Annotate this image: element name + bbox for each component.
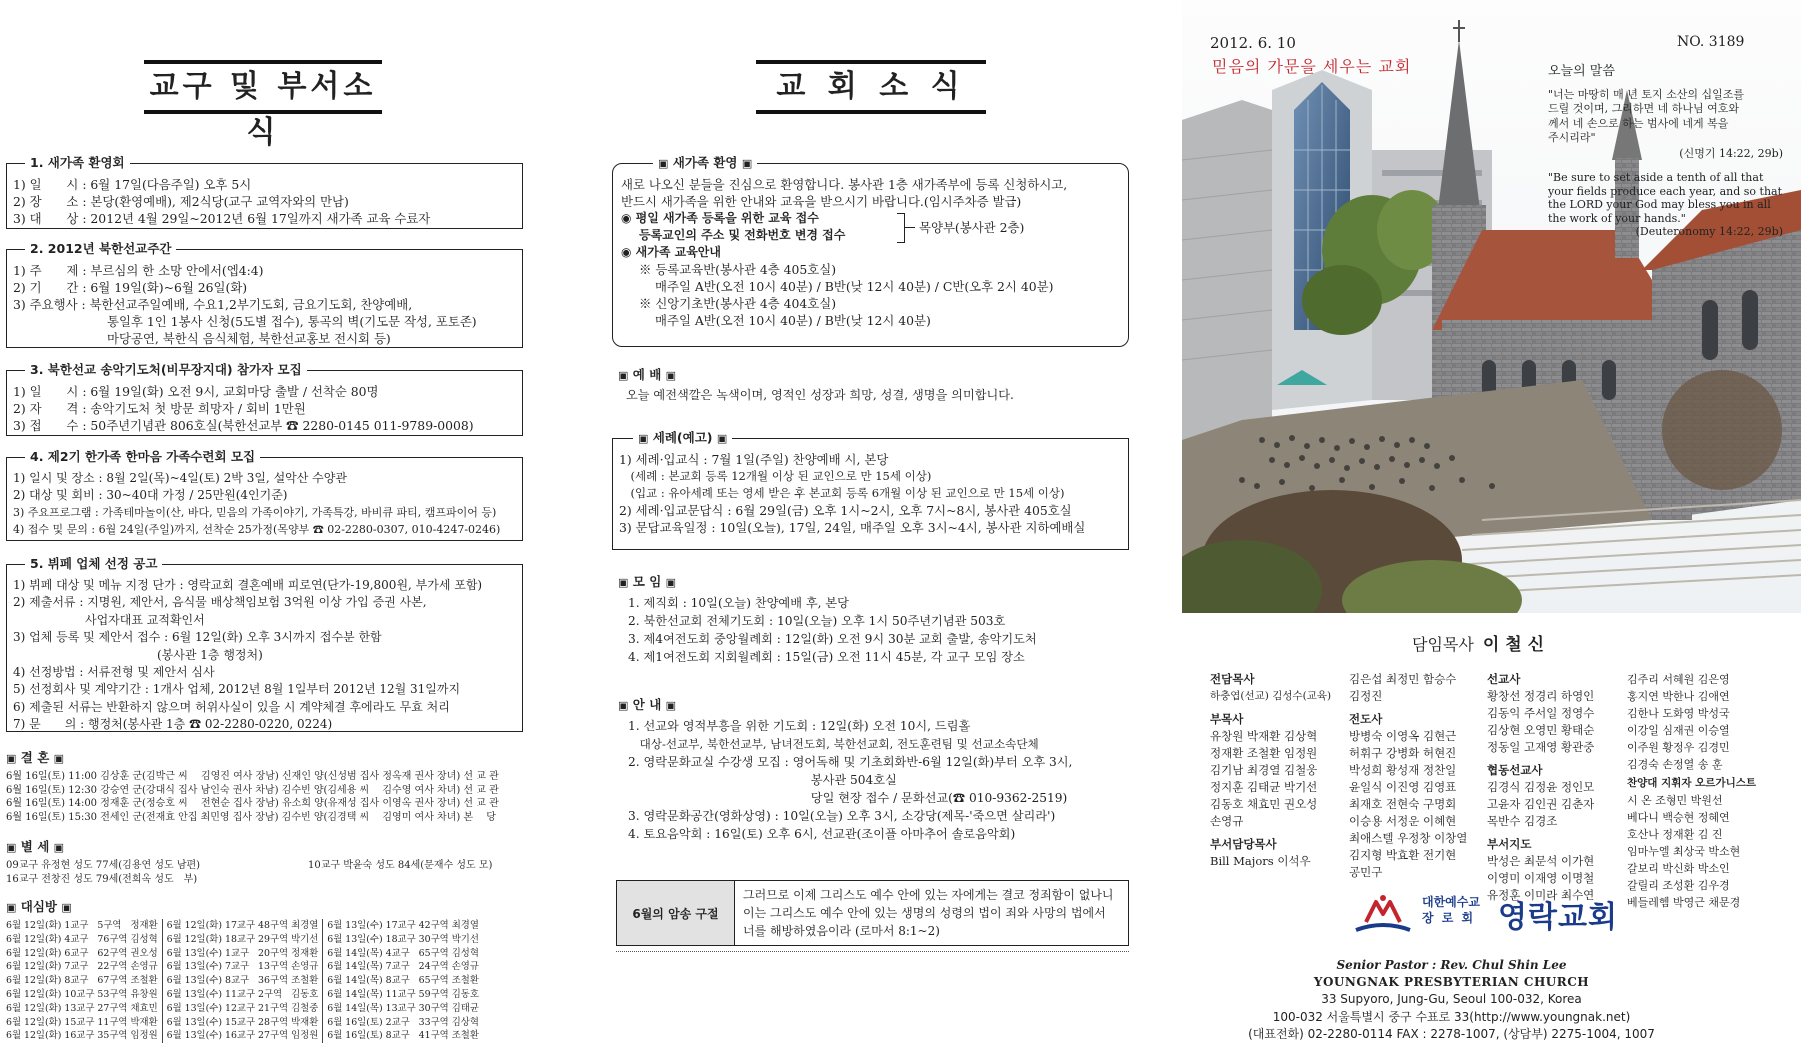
visitation-cell: 28구역 bbox=[258, 1016, 289, 1028]
staff-names: 최재호 전현숙 구명회 bbox=[1349, 797, 1457, 811]
visitation-cell: 6월 12일(화) bbox=[6, 1002, 62, 1014]
section-new-family-welcome bbox=[6, 155, 523, 229]
visitation-cell: 16교구 bbox=[224, 1030, 256, 1042]
line: 1) 일 시 : 6월 17일(다음주일) 오후 5시 bbox=[13, 177, 252, 192]
staff-names: 이승용 서정운 이혜현 bbox=[1349, 814, 1457, 828]
logo-small-text: 장 로 회 bbox=[1422, 911, 1476, 925]
line: 매주일 A반(오전 10시 40분) / B반(낮 12시 40분) / C반(오후 2시 40분) bbox=[655, 279, 1054, 294]
left-column bbox=[0, 0, 530, 1049]
bracket-tick bbox=[905, 227, 915, 228]
verse-line: 드릴 것이며, 그리하면 네 하나님 여호와 bbox=[1548, 102, 1739, 116]
visitation-cell: 8교구 bbox=[385, 975, 410, 987]
section-heading: 3. 북한선교 송악기도처(비무장지대) 참가자 모집 bbox=[25, 361, 307, 378]
section-heading: 2. 2012년 북한선교주간 bbox=[25, 240, 176, 257]
section-notice: ▣ 안 내 ▣ 1. 선교와 영적부흥을 위한 기도회 : 12일(화) 오전 10시, 드림홀 대상-선교부, 북한선교부, 남녀전도회, 북한선교회, 전도훈련팀 및 선교소속단체 2. 영락문화교실 수강생 모집 : 영어독해 및 기초회화반-6월 12일(화)부터 오후 3시, 봉사관 504호실 당일 현장 접수 / 문화선교(☎ 010-9362-2519) 3. 영락문화공간(영화상영) : 10일(오늘) 오후 3시, 소강당(제목-'죽으면 살리라') 4. 토요음악회 : 16일(토) 오후 6시, 선교관(조이플 아마추어 솔로음악회) bbox=[618, 696, 1128, 843]
church-photo bbox=[1182, 0, 1801, 613]
visitation-cell: 29구역 bbox=[258, 933, 289, 945]
visitation-cell: 6월 13일(수) bbox=[166, 975, 222, 987]
visitation-cell: 최경열 bbox=[451, 920, 479, 931]
visitation-cell: 22구역 bbox=[97, 961, 128, 973]
staff-names: 유정훈 이미라 최수연 bbox=[1487, 888, 1595, 902]
staff-names: 김은섭 최정민 함승수 bbox=[1349, 672, 1457, 686]
visitation-cell: 12교구 bbox=[224, 1002, 256, 1014]
line: 그러므로 이제 그리스도 예수 안에 있는 자에게는 결코 정죄함이 없나니 bbox=[743, 888, 1114, 902]
staff-names: 최애스텔 우정창 이창열 bbox=[1349, 831, 1468, 845]
line: ◉ 평일 새가족 등록을 위한 교육 접수 bbox=[621, 211, 819, 225]
visitation-cell: 27구역 bbox=[258, 1030, 289, 1042]
visitation-row bbox=[6, 947, 482, 961]
staff-col-2 bbox=[1349, 671, 1467, 881]
line: 1) 뷔페 대상 및 메뉴 지정 단가 : 영락교회 결혼예배 피로연(단가-19,800원, 부가세 포함) bbox=[13, 578, 483, 592]
visitation-cell: 6월 12일(화) bbox=[6, 1016, 62, 1028]
visitation-row bbox=[6, 1016, 482, 1030]
line: ※ 신앙기초반(봉사관 4층 404호실) bbox=[639, 296, 837, 311]
visitation-cell: 손영규 bbox=[130, 960, 162, 974]
visitation-cell: 65구역 bbox=[418, 947, 449, 959]
line: 1) 주 제 : 부르심의 한 소망 안에서(엡4:4) bbox=[13, 263, 264, 278]
staff-heading: 찬양대 지휘자 오르가니스트 bbox=[1627, 777, 1757, 789]
right-column bbox=[1182, 0, 1801, 1049]
staff-names: 박성은 최문석 이가현 bbox=[1487, 854, 1595, 868]
visitation-cell: 6월 14일(목) bbox=[327, 1002, 383, 1014]
staff-names: 박성희 황성재 정찬일 bbox=[1349, 763, 1457, 777]
visitation-cell: 36구역 bbox=[258, 975, 289, 987]
visitation-cell: 김성혁 bbox=[130, 933, 162, 947]
line: 3) 접 수 : 50주년기념관 806호실(북한선교부 ☎ 2280-0145 011-9789-0008) bbox=[13, 418, 474, 433]
line: 5) 선정회사 및 계약기간 : 1개사 업체, 2012년 8월 1일부터 2012년 12월 31일까지 bbox=[13, 682, 461, 697]
senior-pastor-en: Senior Pastor : Rev. Chul Shin Lee bbox=[1336, 958, 1567, 972]
line: ※ 등록교육반(봉사관 4층 405호실) bbox=[639, 262, 837, 277]
section-heading: 대심방 bbox=[20, 899, 57, 914]
staff-names: 유창원 박재환 김상혁 bbox=[1210, 729, 1318, 743]
line: 당일 현장 접수 / 문화선교(☎ 010-9362-2519) bbox=[628, 791, 1068, 805]
section-new-family: ▣ 새가족 환영 ▣ 새로 나오신 분들을 진심으로 환영합니다. 봉사관 1층 새가족부에 등록 신청하시고, 반드시 새가족을 위한 안내와 교육을 받으시기 바랍니다.(임시주차증 발급) ◉ 평일 새가족 등록을 위한 교육 접수 등록교인의 주소 및 전화번호 변경 접수 목양부(봉사관 2층) ◉ 새가족 교육안내 ※ 등록교육반(봉사관 4층 405호실) 매주일 A반(오전 10시 40분) / B반(낮 12시 40분) / C반(오후 2시 40분) ※ 신앙기초반(봉사관 4층 404호실) 매주일 A반(오전 10시 40분) / B반(낮 12시 40분) bbox=[612, 163, 1129, 347]
verse-line-en: your fields produce each year, and so that bbox=[1548, 184, 1783, 198]
staff-heading: 선교사 bbox=[1487, 672, 1521, 686]
visitation-row bbox=[6, 919, 482, 933]
visitation-table bbox=[6, 919, 482, 1043]
middle-column bbox=[612, 0, 1132, 1049]
line: 봉사관 504호실 bbox=[628, 773, 897, 787]
staff-names: 시 온 조형민 박원선 bbox=[1627, 794, 1723, 807]
visitation-row bbox=[6, 960, 482, 974]
visitation-cell: 2구역 bbox=[258, 988, 283, 1000]
line: 3. 영락문화공간(영화상영) : 10일(오늘) 오후 3시, 소강당(제목-'죽으면 살리라') bbox=[628, 809, 1056, 823]
visitation-cell: 76구역 bbox=[97, 933, 128, 945]
visitation-cell: 6월 12일(화) bbox=[6, 1030, 62, 1042]
line: 매주일 A반(오전 10시 40분) / B반(낮 12시 40분) bbox=[655, 313, 931, 328]
visitation-cell: 6월 16일(토) bbox=[327, 1030, 383, 1042]
staff-names: 김경숙 손정열 송 훈 bbox=[1627, 758, 1723, 771]
visitation-cell: 정재환 bbox=[291, 947, 323, 961]
staff-col-3 bbox=[1487, 671, 1594, 904]
staff-heading: 부목사 bbox=[1210, 712, 1244, 726]
visitation-row bbox=[6, 988, 482, 1002]
visitation-cell: 35구역 bbox=[97, 1030, 128, 1042]
section-songak-prayer bbox=[6, 362, 523, 436]
section-heading: 안 내 bbox=[632, 697, 662, 712]
staff-names: Bill Majors 이석우 bbox=[1210, 854, 1311, 868]
section-buffet-notice bbox=[6, 556, 523, 732]
visitation-cell: 30구역 bbox=[418, 1002, 449, 1014]
visitation-cell: 1교구 bbox=[64, 920, 89, 931]
line: 등록교인의 주소 및 전화번호 변경 접수 bbox=[639, 228, 846, 242]
visitation-cell: 6교구 bbox=[64, 947, 89, 959]
section-heading: 예 배 bbox=[632, 367, 662, 382]
wedding-row: 6월 16일(토) 12:30 강승연 군(강대식 집사 남인숙 권사 차남) 김수빈 양(김세용 씨 김수영 여사 차녀) 선 교 관 bbox=[6, 784, 499, 796]
senior-pastor-name: 이 철 신 bbox=[1482, 635, 1545, 655]
visitation-cell: 15교구 bbox=[64, 1016, 95, 1028]
visitation-cell: 김성혁 bbox=[451, 947, 479, 959]
line: 목양부(봉사관 2층) bbox=[919, 220, 1025, 235]
visitation-cell: 박기선 bbox=[451, 933, 479, 945]
staff-names: 황창선 정경리 하영인 bbox=[1487, 689, 1595, 703]
visitation-cell: 5구역 bbox=[97, 920, 122, 931]
visitation-cell: 6월 13일(수) bbox=[166, 947, 222, 959]
staff-names: 손영규 bbox=[1210, 814, 1244, 828]
section-funeral: ▣ 별 세 ▣ 09교구 유정현 성도 77세(김용연 성도 남편) 10교구 박윤숙 성도 84세(문재수 성도 모) 16교구 전창진 성도 79세(전희옥 성도 부) bbox=[6, 838, 526, 887]
staff-names: 하충엽(선교) 김성수(교육) bbox=[1210, 690, 1332, 702]
line: 반드시 새가족을 위한 안내와 교육을 받으시기 바랍니다.(임시주차증 발급) bbox=[621, 194, 1022, 209]
verse-line: 주시리라" bbox=[1548, 130, 1596, 144]
section-heading: 1. 새가족 환영회 bbox=[25, 154, 130, 171]
visitation-cell: 11구역 bbox=[97, 1016, 128, 1028]
line: (입교 : 유아세례 또는 영세 받은 후 본교회 등록 6개월 이상 된 교인으로 만 15세 이상) bbox=[619, 486, 1065, 500]
line: 3) 대 상 : 2012년 4월 29일~2012년 6월 17일까지 새가족 교육 수료자 bbox=[13, 211, 431, 226]
visitation-cell: 6월 13일(수) bbox=[166, 1002, 222, 1014]
visitation-cell: 1교구 bbox=[224, 947, 250, 959]
line: 대상-선교부, 북한선교부, 남녀전도회, 북한선교회, 전도훈련팀 및 선교소속단체 bbox=[628, 737, 1039, 751]
visitation-cell: 18교구 bbox=[224, 933, 256, 945]
visitation-cell: 17교구 bbox=[385, 920, 416, 931]
section-heading: 세례(예고) bbox=[652, 430, 713, 445]
staff-names: 이주원 황정우 김경민 bbox=[1627, 741, 1730, 754]
wedding-row: 6월 16일(토) 11:00 김상훈 군(김박근 씨 김영진 여사 장남) 신재인 양(신성범 집사 정옥재 권사 장녀) 선 교 관 bbox=[6, 771, 499, 782]
line: 3) 문답교육일정 : 10일(오늘), 17일, 24일, 매주일 오후 3시~4시, 봉사관 지하예배실 bbox=[619, 520, 1086, 535]
line: 2. 영락문화교실 수강생 모집 : 영어독해 및 기초회화반-6월 12일(화)부터 오후 3시, bbox=[628, 755, 1073, 769]
visitation-cell: 13교구 bbox=[64, 1002, 95, 1014]
visitation-cell: 김동호 bbox=[291, 988, 323, 1002]
staff-names: 김상현 오영민 황태순 bbox=[1487, 723, 1595, 737]
visitation-cell: 8교구 bbox=[224, 975, 250, 987]
section-heading: 5. 뷔페 업체 선정 공고 bbox=[25, 555, 162, 572]
verse-line-en: the work of your hands." bbox=[1548, 211, 1686, 225]
line: 새로 나오신 분들을 진심으로 환영합니다. 봉사관 1층 새가족부에 등록 신청하시고, bbox=[621, 177, 1068, 192]
line: 2) 대상 및 회비 : 30~40대 가정 / 25만원(4인기준) bbox=[13, 488, 288, 502]
visitation-cell: 8교구 bbox=[385, 1030, 410, 1042]
staff-names: 홍지연 박한나 김애연 bbox=[1627, 690, 1730, 703]
line: 2) 자 격 : 송악기도처 첫 방문 희망자 / 회비 1만원 bbox=[13, 401, 306, 416]
visitation-cell: 13구역 bbox=[258, 961, 289, 973]
visitation-cell: 16교구 bbox=[64, 1030, 95, 1042]
logo-mark-icon bbox=[1352, 890, 1414, 938]
visitation-cell: 7교구 bbox=[224, 961, 250, 973]
staff-heading: 협동선교사 bbox=[1487, 763, 1543, 777]
visitation-cell: 6월 12일(화) bbox=[6, 947, 62, 959]
left-title: 교구 및 부서소식 bbox=[144, 60, 382, 114]
line: 3) 주요프로그램 : 가족테마놀이(산, 바다, 믿음의 가족이야기, 가족특강, 바비큐 파티, 캠프파이어 등) bbox=[13, 506, 497, 519]
visitation-cell: 13교구 bbox=[385, 1002, 416, 1014]
visitation-cell: 6월 12일(화) bbox=[166, 920, 222, 931]
visitation-cell: 20구역 bbox=[258, 947, 289, 959]
line: (봉사관 1층 행정처) bbox=[13, 647, 263, 662]
line: 1) 세례·입교식 : 7월 1일(주일) 찬양예배 시, 본당 bbox=[619, 452, 889, 467]
visitation-cell: 21구역 bbox=[258, 1002, 289, 1014]
visitation-cell: 6월 12일(화) bbox=[6, 933, 62, 945]
line: 3. 제4여전도회 중앙월례회 : 12일(화) 오전 9시 30분 교회 출발, 송악기도처 bbox=[628, 632, 1037, 646]
line: 4) 접수 및 문의 : 6월 24일(주일)까지, 선착순 25가정(목양부 ☎ 02-2280-0307, 010-4247-0246) bbox=[13, 523, 501, 536]
staff-names: 김동호 채효민 권오성 bbox=[1210, 797, 1318, 811]
visitation-cell: 김철중 bbox=[291, 1002, 323, 1016]
staff-names: 김경식 김정윤 정인모 bbox=[1487, 780, 1595, 794]
visitation-cell: 4교구 bbox=[64, 933, 89, 945]
verse-line-en: the LORD your God may bless you in all bbox=[1548, 198, 1771, 211]
visitation-cell: 김동호 bbox=[451, 988, 479, 1000]
staff-names: 공민구 bbox=[1349, 865, 1383, 879]
section-heading: 4. 제2기 한가족 한마음 가족수련회 모집 bbox=[25, 448, 260, 465]
visitation-cell: 11교구 bbox=[224, 988, 256, 1000]
visitation-cell: 6월 13일(수) bbox=[166, 988, 222, 1000]
visitation-cell: 30구역 bbox=[418, 933, 449, 945]
logo-church-name: 영락교회 bbox=[1498, 900, 1618, 935]
visitation-cell: 임정원 bbox=[130, 1029, 162, 1043]
staff-names: 김주리 서혜원 김은영 bbox=[1627, 673, 1730, 686]
staff-names: 베다니 백승현 정혜연 bbox=[1627, 811, 1730, 824]
divider bbox=[616, 951, 1129, 952]
staff-names: 김한나 도화영 박성국 bbox=[1627, 707, 1730, 720]
section-heading: 모 임 bbox=[632, 574, 662, 589]
visitation-cell: 조철환 bbox=[451, 1030, 479, 1042]
visitation-cell: 손영규 bbox=[291, 960, 323, 974]
visitation-cell: 조철환 bbox=[130, 974, 162, 988]
section-visitation: ▣ 대심방 ▣ 6월 12일(화) 1교구 5구역 정재환 6월 12일(화) 17교구 48구역 최경열 6월 13일(수) 17교구 42구역 최경열 6월 12일(화) 4교구 76구역 김성혁 6월 12일(화) 18교구 29구역 박기선 6월 13일(수) 18교구 30구역 박기선 6월 12일(화) 6교구 62구역 권오성 6월 13일(수) 1교구 20구역 정재환 6월 14일(목) 4교구 65구역 김성혁 6월 12일(화) 7교구 22구역 손영규 6월 13일(수) 7교구 13구역 손영규 6월 14일(목) 7교구 24구역 손영규 6월 12일(화) 8교구 67구역 조철환 6월 13일(수) 8교구 36구역 조철환 6월 14일(목) 8교구 65구역 조철환 6월 12일(화) 10교구 53구역 유창원 6월 13일(수) 11교구 2구역 김동호 6월 14일(목) 11교구 59구역 김동호 6월 12일(화) 13교구 27구역 채효민 6월 13일(수) 12교구 21구역 김철중 6월 14일(목) 13교구 30구역 김태균 6월 12일(화) 15교구 11구역 박재환 6월 13일(수) 15교구 28구역 박재환 6월 16일(토) 2교구 33구역 김상혁 6월 12일(화) 16교구 35구역 임정원 6월 13일(수) 16교구 27구역 임정원 6월 16일(토) 8교구 41구역 조철환 bbox=[6, 898, 526, 1043]
visitation-cell: 17교구 bbox=[224, 920, 256, 931]
visitation-cell: 8교구 bbox=[64, 975, 89, 987]
visitation-cell: 정재환 bbox=[130, 919, 162, 933]
visitation-cell: 6월 13일(수) bbox=[166, 1016, 222, 1028]
visitation-cell: 65구역 bbox=[418, 975, 449, 987]
visitation-cell: 권오성 bbox=[130, 947, 162, 961]
line: 이는 그리스도 예수 안에 있는 생명의 성령의 법이 죄와 사망의 법에서 bbox=[743, 906, 1106, 920]
senior-pastor-label: 담임목사 bbox=[1412, 635, 1474, 654]
staff-col-1 bbox=[1210, 671, 1331, 870]
line: 통일후 1인 1봉사 신청(5도별 접수), 통곡의 벽(기도문 작성, 포토존) bbox=[107, 314, 477, 329]
visitation-cell: 박기선 bbox=[291, 933, 323, 947]
line: 오늘 예전색깔은 녹색이며, 영적인 성장과 희망, 성결, 생명을 의미합니다. bbox=[626, 388, 1014, 402]
church-name-en: YOUNGNAK PRESBYTERIAN CHURCH bbox=[1313, 975, 1590, 990]
staff-col-4 bbox=[1627, 671, 1756, 911]
visitation-cell: 10교구 bbox=[64, 988, 95, 1000]
section-family-retreat bbox=[6, 449, 523, 541]
staff-names: 갈보리 박신화 박소인 bbox=[1627, 862, 1730, 875]
staff-names: 고윤자 김인권 김춘자 bbox=[1487, 797, 1595, 811]
line: 3) 주요행사 : 북한선교주일예배, 수요1,2부기도회, 금요기도회, 찬양예배, bbox=[13, 297, 413, 312]
visitation-cell: 62구역 bbox=[97, 947, 128, 959]
visitation-row bbox=[6, 1029, 482, 1043]
staff-names: 허휘구 강병화 허현진 bbox=[1349, 746, 1457, 760]
line: 1. 제직회 : 10일(오늘) 찬양예배 후, 본당 bbox=[628, 596, 849, 610]
staff-names: 호산나 정재환 김 진 bbox=[1627, 828, 1723, 841]
line: 7) 문 의 : 행정처(봉사관 1층 ☎ 02-2280-0220, 0224) bbox=[13, 717, 333, 732]
bracket bbox=[897, 213, 905, 243]
staff-heading: 전담목사 bbox=[1210, 672, 1255, 686]
funeral-entry: 10교구 박윤숙 성도 84세(문재수 성도 모) bbox=[308, 860, 493, 871]
visitation-cell: 53구역 bbox=[97, 988, 128, 1000]
staff-names: 베들레헴 박영근 채문경 bbox=[1627, 896, 1741, 909]
visitation-cell: 채효민 bbox=[130, 1002, 162, 1016]
visitation-cell: 7교구 bbox=[64, 961, 89, 973]
line: (세례 : 본교회 등록 12개월 이상 된 교인으로 만 15세 이상) bbox=[619, 469, 932, 483]
line: 1. 선교와 영적부흥을 위한 기도회 : 12일(화) 오전 10시, 드림홀 bbox=[628, 719, 971, 733]
line: 2) 세례·입교문답식 : 6월 29일(금) 오후 1시~2시, 오후 7시~8시, 봉사관 405호실 bbox=[619, 503, 1072, 518]
staff-names: 정재환 조철환 임정원 bbox=[1210, 746, 1318, 760]
section-baptism: ▣ 세례(예고) ▣ 1) 세례·입교식 : 7월 1일(주일) 찬양예배 시, 본당 (세례 : 본교회 등록 12개월 이상 된 교인으로 만 15세 이상) (입교 : 유아세례 또는 영세 받은 후 본교회 등록 6개월 이상 된 교인으로 만 15세 이상) 2) 세례·입교문답식 : 6월 29일(금) 오후 1시~2시, 오후 7시~8시, 봉사관 405호실 3) 문답교육일정 : 10일(오늘), 17일, 24일, 매주일 오후 3시~4시, 봉사관 지하예배실 bbox=[612, 438, 1129, 550]
visitation-cell: 7교구 bbox=[385, 961, 410, 973]
funeral-entry: 09교구 유정현 성도 77세(김용연 성도 남편) bbox=[6, 860, 201, 871]
address-en: 33 Supyoro, Jung-Gu, Seoul 100-032, Korea bbox=[1321, 992, 1582, 1007]
staff-names: 김정진 bbox=[1349, 689, 1383, 703]
wedding-row: 6월 16일(토) 14:00 정재훈 군(정승호 씨 전현순 집사 장남) 유소희 양(유재성 집사 이영옥 권사 장녀) 선 교 관 bbox=[6, 798, 499, 810]
wedding-row: 6월 16일(토) 15:30 전세인 군(전재효 안집 최민영 집사 장남) 김수빈 양(김경택 씨 김영미 여사 차녀) 본 당 bbox=[6, 811, 496, 823]
church-logo bbox=[1352, 890, 1642, 940]
todays-word-label: 오늘의 말씀 bbox=[1548, 64, 1615, 79]
visitation-cell: 59구역 bbox=[418, 988, 449, 1000]
visitation-cell: 최경열 bbox=[291, 919, 323, 933]
visitation-cell: 6월 14일(목) bbox=[327, 975, 383, 987]
visitation-cell: 6월 12일(화) bbox=[6, 920, 62, 931]
section-heading: 별 세 bbox=[20, 839, 50, 854]
visitation-cell: 2교구 bbox=[385, 1016, 410, 1028]
visitation-cell: 15교구 bbox=[224, 1016, 256, 1028]
visitation-cell: 6월 13일(수) bbox=[166, 961, 222, 973]
line: 3) 업체 등록 및 제안서 접수 : 6월 12일(화) 오후 3시까지 접수분 한함 bbox=[13, 630, 382, 645]
visitation-cell: 김태균 bbox=[451, 1002, 479, 1014]
issue-number: NO. 3189 bbox=[1677, 34, 1745, 50]
visitation-cell: 4교구 bbox=[385, 947, 410, 959]
line: 2) 기 간 : 6월 19일(화)~6월 26일(화) bbox=[13, 280, 248, 295]
visitation-cell: 6월 14일(목) bbox=[327, 988, 383, 1000]
section-meeting: ▣ 모 임 ▣ 1. 제직회 : 10일(오늘) 찬양예배 후, 본당 2. 북한선교회 전체기도회 : 10일(오늘) 오후 1시 50주년기념관 503호 3. 제4여전도회 중앙월례회 : 12일(화) 오전 9시 30분 교회 출발, 송악기도처 4. 제1여전도회 지회월례회 : 15일(금) 오전 11시 45분, 각 교구 모임 장소 bbox=[618, 573, 1128, 666]
line: ◉ 새가족 교육안내 bbox=[621, 245, 721, 259]
section-heading: 새가족 환영 bbox=[672, 155, 738, 170]
visitation-cell: 손영규 bbox=[451, 961, 479, 973]
visitation-cell: 27구역 bbox=[97, 1002, 128, 1014]
visitation-cell: 조철환 bbox=[451, 975, 479, 987]
verse-ref: (신명기 14:22, 29b) bbox=[1679, 147, 1783, 161]
staff-names: 김지형 박효환 전기현 bbox=[1349, 848, 1457, 862]
visitation-cell: 6월 12일(화) bbox=[6, 961, 62, 973]
line: 4. 제1여전도회 지회월례회 : 15일(금) 오전 11시 45분, 각 교구 모임 장소 bbox=[628, 650, 1025, 664]
staff-heading: 전도사 bbox=[1349, 712, 1383, 726]
visitation-cell: 조철환 bbox=[291, 974, 323, 988]
visitation-cell: 6월 12일(화) bbox=[166, 933, 222, 945]
visitation-cell: 67구역 bbox=[97, 975, 128, 987]
staff-names: 김동익 주서일 정영수 bbox=[1487, 706, 1595, 720]
address-ko: 100-032 서울특별시 중구 수표로 33(http://www.youngnak.net) bbox=[1272, 1009, 1631, 1024]
line: 사업자대표 교적확인서 bbox=[13, 612, 205, 627]
verse-ref-en: (Deuteronomy 14:22, 29b) bbox=[1635, 225, 1783, 238]
section-wedding: ▣ 결 혼 ▣ 6월 16일(토) 11:00 김상훈 군(김박근 씨 김영진 여사 장남) 신재인 양(신성범 집사 정옥재 권사 장녀) 선 교 관 6월 16일(토) 12:30 강승연 군(강대식 집사 남인숙 권사 차남) 김수빈 양(김세용 씨 김수영 여사 차녀) 선 교 관 6월 16일(토) 14:00 정재훈 군(정승호 씨 전현순 집사 장남) 유소희 양(유재성 집사 이영옥 권사 장녀) 선 교 관 6월 16일(토) 15:30 전세인 군(전재효 안집 최민영 집사 장남) 김수빈 양(김경택 씨 김영미 여사 차녀) 본 당 bbox=[6, 749, 526, 824]
line: 1) 일 시 : 6월 19일(화) 오전 9시, 교회마당 출발 / 선착순 80명 bbox=[13, 384, 379, 399]
section-worship: ▣ 예 배 ▣ 오늘 예전색깔은 녹색이며, 영적인 성장과 희망, 성결, 생명을 의미합니다. bbox=[618, 366, 1128, 404]
staff-names: 김기남 최경열 김철웅 bbox=[1210, 763, 1318, 777]
memory-verse-label: 6월의 암송 구절 bbox=[617, 881, 735, 945]
visitation-cell: 6월 16일(토) bbox=[327, 1016, 383, 1028]
verse-line: 께서 네 손으로 하는 범사에 네게 복을 bbox=[1548, 116, 1729, 130]
visitation-cell: 6월 14일(목) bbox=[327, 961, 383, 973]
visitation-cell: 42구역 bbox=[418, 920, 449, 931]
staff-names: 이영미 이재영 이명철 bbox=[1487, 871, 1595, 885]
memory-verse-box bbox=[616, 880, 1129, 946]
logo-small-text: 대한예수교 bbox=[1422, 895, 1480, 909]
visitation-cell: 6월 13일(수) bbox=[166, 1030, 222, 1042]
line: 4. 토요음악회 : 16일(토) 오후 6시, 선교관(조이플 아마추어 솔로음악회) bbox=[628, 827, 1016, 841]
staff-names: 갈릴리 조성환 김우경 bbox=[1627, 879, 1730, 892]
issue-date: 2012. 6. 10 bbox=[1210, 34, 1296, 52]
line: 2) 장 소 : 본당(환영예배), 제2식당(교구 교역자와의 만남) bbox=[13, 194, 349, 209]
visitation-cell: 임정원 bbox=[291, 1029, 323, 1043]
visitation-cell: 6월 12일(화) bbox=[6, 975, 62, 987]
staff-heading: 부서담당목사 bbox=[1210, 837, 1277, 851]
line: 6) 제출된 서류는 반환하지 않으며 허위사실이 있을 시 계약체결 후에라도 무효 처리 bbox=[13, 699, 450, 714]
staff-names: 방병숙 이영옥 김현근 bbox=[1349, 729, 1457, 743]
visitation-cell: 11교구 bbox=[385, 988, 416, 1000]
visitation-cell: 48구역 bbox=[258, 920, 289, 931]
staff-heading: 부서지도 bbox=[1487, 837, 1532, 851]
visitation-cell: 박재환 bbox=[130, 1016, 162, 1030]
staff-names: 윤일식 이진영 김영표 bbox=[1349, 780, 1457, 794]
line: 너를 해방하였음이라 (로마서 8:1~2) bbox=[743, 924, 940, 938]
verse-line: "너는 마땅히 매 년 토지 소산의 십일조를 bbox=[1548, 88, 1745, 101]
line: 2) 제출서류 : 지명원, 제안서, 음식물 배상책임보험 3억원 이상 가입 증권 사본, bbox=[13, 595, 427, 610]
section-nk-mission-week bbox=[6, 241, 523, 348]
church-motto: 믿음의 가문을 세우는 교회 bbox=[1212, 57, 1412, 76]
visitation-cell: 18교구 bbox=[385, 933, 416, 945]
staff-names: 임마누엘 최상국 박소현 bbox=[1627, 845, 1741, 858]
staff-names: 정지훈 김태균 박기선 bbox=[1210, 780, 1318, 794]
visitation-cell: 6월 14일(목) bbox=[327, 947, 383, 959]
visitation-cell: 유창원 bbox=[130, 988, 162, 1002]
visitation-cell: 6월 13일(수) bbox=[327, 920, 383, 931]
visitation-cell: 김상혁 bbox=[451, 1016, 479, 1028]
line: 1) 일시 및 장소 : 8월 2일(목)~4일(토) 2박 3일, 설악산 수양관 bbox=[13, 471, 347, 485]
line: 2. 북한선교회 전체기도회 : 10일(오늘) 오후 1시 50주년기념관 503호 bbox=[628, 614, 1006, 628]
visitation-cell: 6월 12일(화) bbox=[6, 988, 62, 1000]
staff-names: 이강일 심재권 이승열 bbox=[1627, 724, 1730, 737]
section-heading: 결 혼 bbox=[20, 750, 50, 765]
visitation-row bbox=[6, 933, 482, 947]
visitation-cell: 41구역 bbox=[418, 1030, 449, 1042]
visitation-row bbox=[6, 974, 482, 988]
staff-names: 목반수 김경조 bbox=[1487, 814, 1558, 828]
visitation-cell: 24구역 bbox=[418, 961, 449, 973]
verse-line-en: "Be sure to set aside a tenth of all that bbox=[1548, 171, 1764, 184]
phone-info: (대표전화) 02-2280-0114 FAX : 2278-1007, (상담부) 2275-1004, 1007 bbox=[1248, 1026, 1655, 1041]
visitation-row bbox=[6, 1002, 482, 1016]
visitation-cell: 6월 13일(수) bbox=[327, 933, 383, 945]
line: 마당공연, 북한식 음식체험, 북한선교홍보 전시회 등) bbox=[107, 331, 391, 346]
funeral-entry: 16교구 전창진 성도 79세(전희옥 성도 부) bbox=[6, 874, 198, 885]
visitation-cell: 박재환 bbox=[291, 1016, 323, 1030]
middle-title: 교 회 소 식 bbox=[756, 60, 986, 114]
visitation-cell: 33구역 bbox=[418, 1016, 449, 1028]
staff-names: 정동일 고재영 황관중 bbox=[1487, 740, 1595, 754]
line: 4) 선정방법 : 서류전형 및 제안서 심사 bbox=[13, 665, 215, 680]
